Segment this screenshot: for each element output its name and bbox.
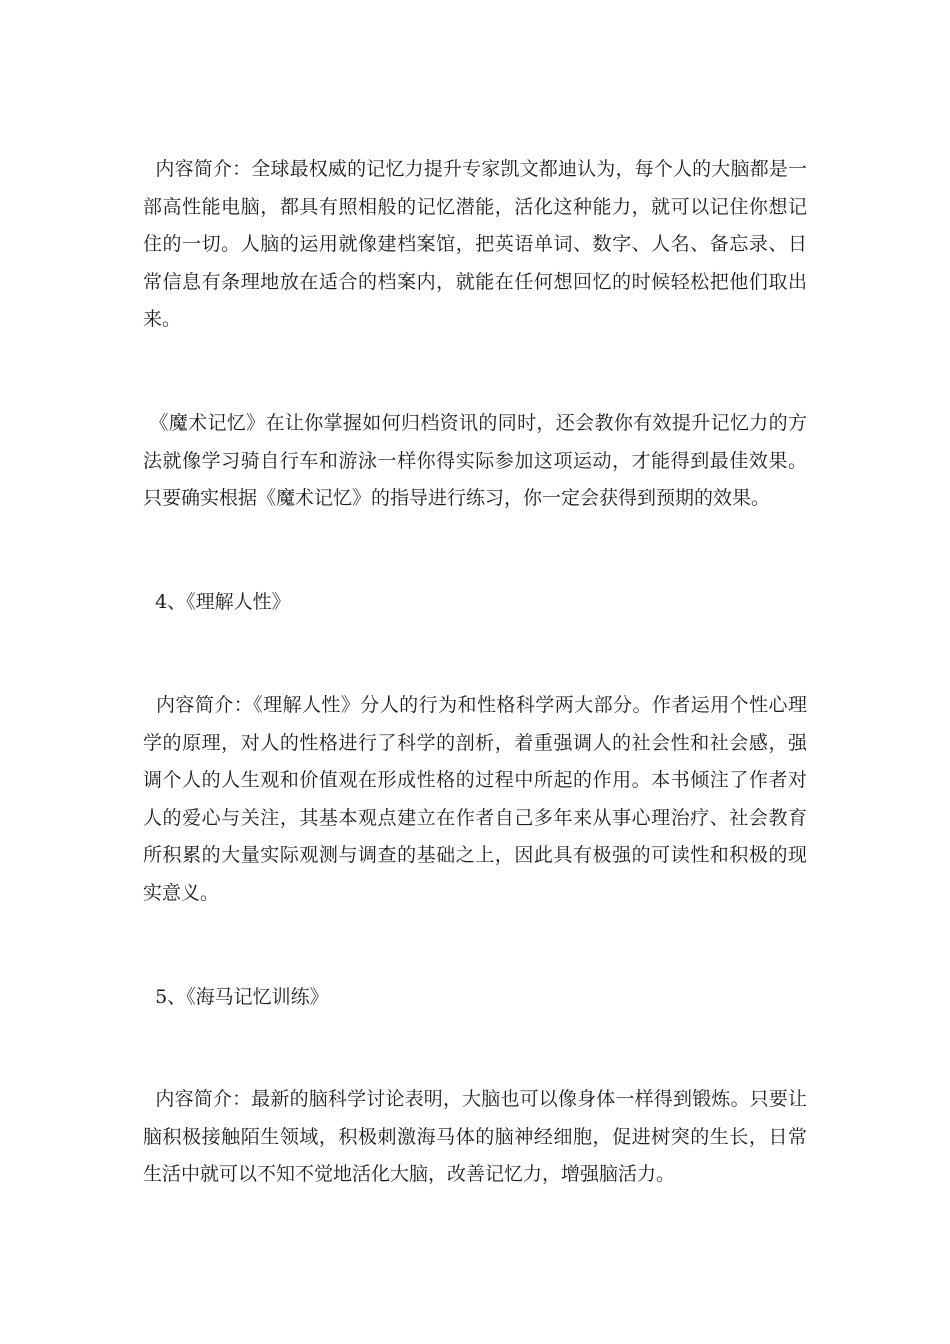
heading-hippocampus-memory-training: 5、《海马记忆训练》 xyxy=(143,986,329,1008)
magic-memory-description: 《魔术记忆》在让你掌握如何归档资讯的同时，还会教你有效提升记忆力的方法就像学习骑自行车和游泳一样你得实际参加这项运动，才能得到最佳效果。只要确实根据《魔术记忆》的指导进行练习，你一定会获得到预期的效果。 xyxy=(143,412,807,509)
book-summary-hippocampus-memory-training: 内容简介：最新的脑科学讨论表明，大脑也可以像身体一样得到锻炼。只要让脑积极接触陌生领域，积极刺激海马体的脑神经细胞，促进树突的生长，日常生活中就可以不知不觉地活化大脑，改善记忆力，增强脑活力。 xyxy=(143,1088,807,1185)
book-summary-understanding-human-nature: 内容简介：《理解人性》分人的行为和性格科学两大部分。作者运用个性心理学的原理，对人的性格进行了科学的剖析，着重强调人的社会性和社会感，强调个人的人生观和价值观在形成性格的过程中所起的作用。本书倾注了作者对人的爱心与关注，其基本观点建立在作者自己多年来从事心理治疗、社会教育所积累的大量实际观测与调查的基础之上，因此具有极强的可读性和积极的现实意义。 xyxy=(143,694,807,904)
heading-understanding-human-nature: 4、《理解人性》 xyxy=(143,591,291,613)
book-summary-magic-memory: 内容简介：全球最权威的记忆力提升专家凯文都迪认为，每个人的大脑都是一部高性能电脑，都具有照相般的记忆潜能，活化这种能力，就可以记住你想记住的一切。人脑的运用就像建档案馆，把英语单词、数字、人名、备忘录、日常信息有条理地放在适合的档案内，就能在任何想回忆的时候轻松把他们取出来。 xyxy=(143,158,807,330)
